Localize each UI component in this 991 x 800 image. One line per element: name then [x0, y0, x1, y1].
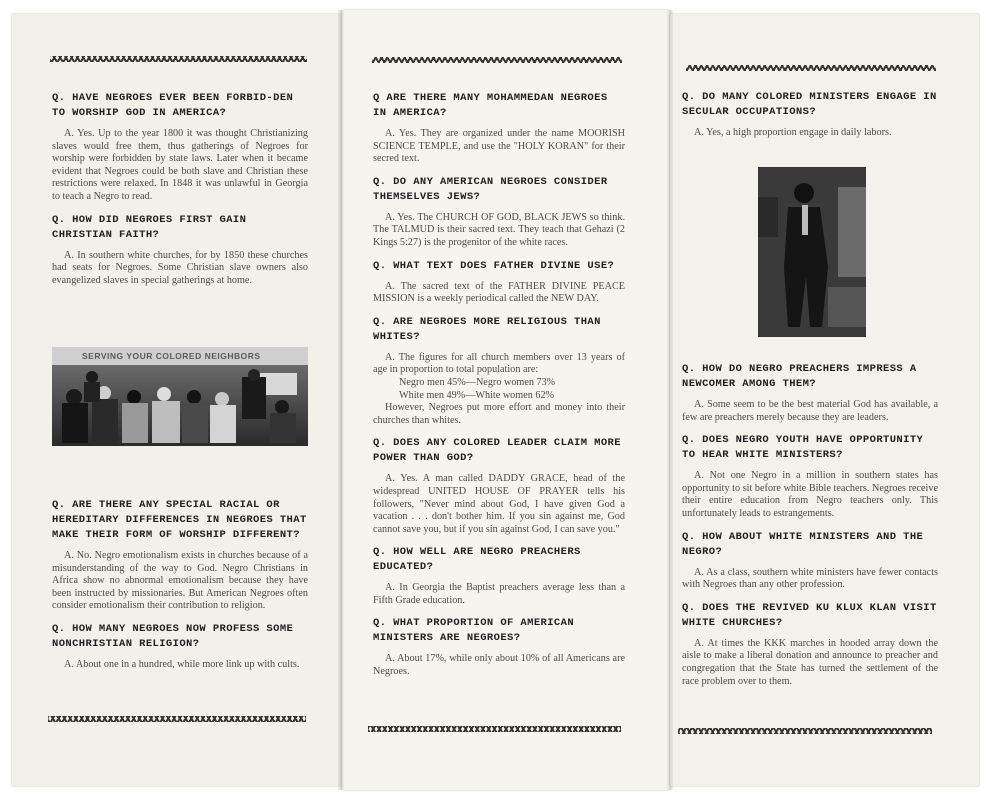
answer-text: A. In southern white churches, for by 1850 these churches had seats for Negroes. Some Christian slave owners also evangelized slaves in special gatherings at home. — [52, 249, 308, 286]
question-text: Q. HOW DID NEGROES FIRST GAIN CHRISTIAN FAITH? — [52, 213, 247, 241]
question-text: Q ARE THERE MANY MOHAMMEDAN NEGROES IN AMERICA? — [373, 92, 608, 119]
qa-item — [373, 259, 625, 306]
answer-text: However, Negroes put more effort and money into their churches than whites. — [373, 402, 625, 426]
question-text: Q. HOW DO NEGRO PREACHERS IMPRESS A NEWCOMER AMONG THEM? — [682, 363, 917, 390]
photo-banner-text: SERVING YOUR COLORED NEIGHBORS — [52, 347, 308, 365]
qa-item — [373, 545, 625, 607]
top-rule-middle — [372, 57, 622, 63]
bottom-rule-middle — [368, 726, 621, 732]
question-text: Q. DOES NEGRO YOUTH HAVE OPPORTUNITY TO HEAR WHITE MINISTERS? — [682, 434, 924, 462]
question-text: Q. WHAT TEXT DOES FATHER DIVINE USE? — [373, 259, 615, 272]
qa-item — [373, 91, 625, 166]
answer-text: A. The figures for all church members over 13 years of age in proportion to total population are: — [373, 351, 625, 376]
question-text: Q. HOW WELL ARE NEGRO PREACHERS EDUCATED? — [373, 546, 581, 574]
answer-text: A. As a class, southern white ministers have fewer contacts with Negroes than any other profession. — [682, 566, 938, 591]
bottom-rule-right — [678, 728, 932, 734]
question-text: Q. ARE NEGROES MORE RELIGIOUS THAN WHITES? — [373, 315, 601, 343]
question-text: Q. DO ANY AMERICAN NEGROES CONSIDER THEMSELVES JEWS? — [373, 175, 608, 203]
church-meeting-photo — [52, 347, 308, 446]
middle-column — [373, 91, 625, 688]
right-column-top — [682, 90, 938, 149]
qa-item — [373, 616, 625, 678]
qa-item — [682, 362, 938, 424]
qa-item — [682, 530, 938, 592]
question-text: Q. ARE THERE ANY SPECIAL RACIAL OR HEREDITARY DIFFERENCES IN NEGROES THAT MAKE THEIR FORM OF WORSHIP DIFFERENT? — [52, 499, 307, 541]
answer-text: A. Yes. They are organized under the name MOORISH SCIENCE TEMPLE, and use the "HOLY KORAN" for their secred text. — [373, 128, 625, 165]
answer-text: A. Yes. The CHURCH OF GOD, BLACK JEWS so think. The TALMUD is their sacred text. They teach that Gehazi (2 Kings 5:27) is the progenitor of the white races. — [373, 211, 625, 248]
qa-item — [682, 601, 938, 688]
qa-item — [52, 91, 308, 204]
answer-text: A. Yes. A man called DADDY GRACE, head of the widespread UNITED HOUSE OF PRAYER tells his followers, "Never mind about God, I have given God a vacation . . . don't bother him. If you sin against me, God cannot save you, but if you sin against God, I can save you." — [373, 473, 625, 535]
statistic-line: White men 49%—White women 62% — [399, 389, 555, 401]
qa-item — [373, 315, 625, 428]
question-text: Q. WHAT PROPORTION OF AMERICAN MINISTERS ARE NEGROES? — [373, 617, 575, 645]
left-column-top — [52, 91, 308, 296]
answer-text: A. Not one Negro in a million in southern states has opportunity to sit before white Bible teachers. Negroes receive their entire education from Negro teachers only. This unfortunately leads to estrangements. — [682, 470, 938, 519]
answer-text: A. In Georgia the Baptist preachers average less than a Fifth Grade education. — [373, 582, 625, 606]
qa-item — [682, 433, 938, 520]
top-rule-left — [50, 56, 307, 62]
answer-text: A. Some seem to be the best material God has available, a few are preachers merely because they are leaders. — [682, 399, 938, 423]
question-text: Q. DOES THE REVIVED KU KLUX KLAN VISIT WHITE CHURCHES? — [682, 601, 937, 629]
question-text: Q. HOW ABOUT WHITE MINISTERS AND THE NEGRO? — [682, 530, 924, 558]
answer-text: A. About one in a hundred, while more link up with cults. — [64, 658, 300, 670]
question-text: Q. HOW MANY NEGROES NOW PROFESS SOME NONCHRISTIAN RELIGION? — [52, 622, 294, 650]
bottom-rule-left — [48, 716, 306, 722]
qa-item — [373, 436, 625, 536]
right-column-bottom — [682, 362, 938, 697]
preacher-silhouette — [758, 167, 866, 337]
qa-item — [52, 498, 308, 613]
answer-text: A. Yes, a high proportion engage in daily labors. — [694, 127, 892, 138]
left-column-bottom — [52, 498, 308, 681]
fold-crease-right — [667, 10, 673, 790]
qa-item — [373, 175, 625, 250]
question-text: Q. DOES ANY COLORED LEADER CLAIM MORE POWER THAN GOD? — [373, 437, 621, 465]
answer-text: A. At times the KKK marches in hooded array down the aisle to make a liberal donation and announce to preacher and congregation that the State has turned the settlement of the race problem over to them. — [682, 637, 938, 687]
qa-item — [52, 213, 308, 288]
answer-text: A. The sacred text of the FATHER DIVINE PEACE MISSION is a weekly periodical called the NEW DAY. — [373, 280, 625, 305]
qa-item — [52, 622, 308, 672]
question-text: Q. DO MANY COLORED MINISTERS ENGAGE IN SECULAR OCCUPATIONS? — [682, 91, 937, 118]
preacher-photo — [758, 167, 866, 337]
qa-item — [682, 90, 938, 140]
statistic-line: Negro men 45%—Negro women 73% — [399, 376, 556, 388]
answer-text: A. Yes. Up to the year 1800 it was thought Christianizing slaves would free them, thus gatherings of Negroes for worship were forbidden by state laws. Later when it became evident that Negroes could be both slave and Christian these restrictions were relaxed. In 1848 it was unlawful in Georgia to teach a Negro to read. — [52, 128, 308, 202]
answer-text: A. No. Negro emotionalism exists in churches because of a misunderstanding of the way to God. Negro Christians in Africa show no abnormal emotionalism because they have been instructed by missionaries. But American Negroes often consider emotionalism their contribution to religion. — [52, 550, 308, 612]
question-text: Q. HAVE NEGROES EVER BEEN FORBID-DEN TO WORSHIP GOD IN AMERICA? — [52, 92, 294, 119]
audience-silhouettes — [52, 347, 308, 446]
top-rule-right — [686, 65, 936, 71]
fold-crease-left — [338, 10, 344, 790]
answer-text: A. About 17%, while only about 10% of all Americans are Negroes. — [373, 653, 625, 678]
